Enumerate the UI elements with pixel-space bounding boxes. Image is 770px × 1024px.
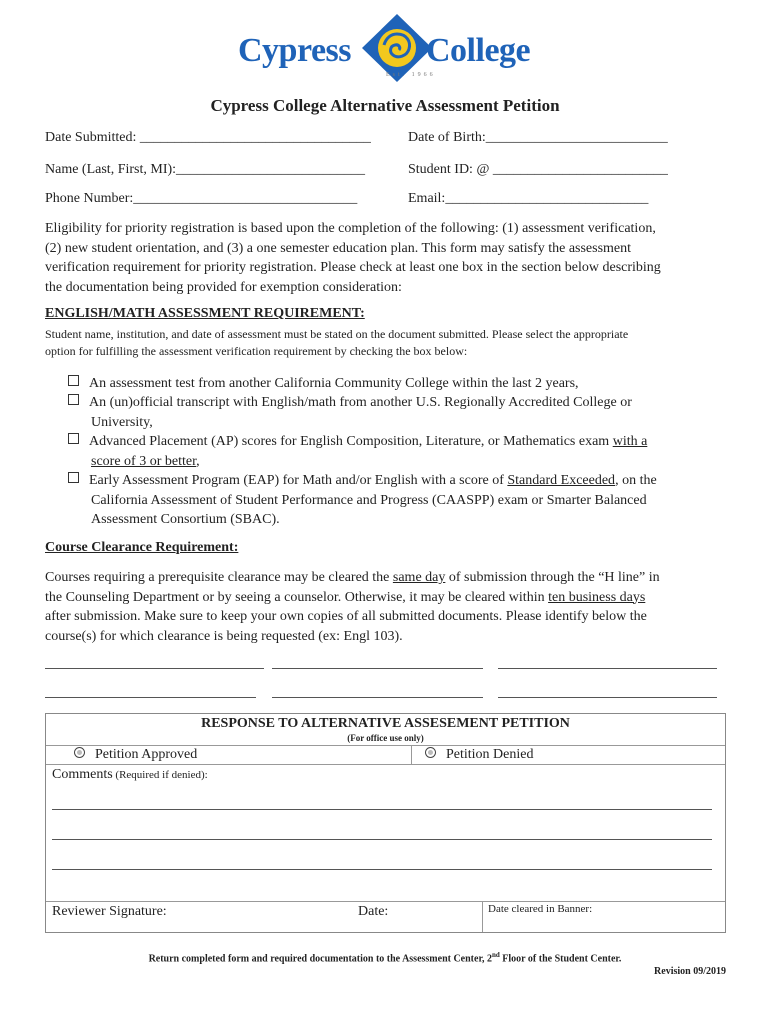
petition-denied-option[interactable] xyxy=(425,747,534,763)
date-label[interactable]: Date: xyxy=(358,904,389,919)
course-blank-line[interactable] xyxy=(45,668,264,669)
clearance-text: Courses requiring a prerequisite clearance may be cleared the xyxy=(45,570,393,585)
course-blank-line[interactable] xyxy=(45,697,256,698)
response-title: RESPONSE TO ALTERNATIVE ASSESEMENT PETITION xyxy=(201,716,570,731)
course-clearance-heading: Course Clearance Requirement: xyxy=(45,540,239,555)
logo-est-text: Est. 1966 xyxy=(386,72,436,78)
option-text-underlined: Standard Exceeded xyxy=(507,473,616,488)
logo-word-college: College xyxy=(426,32,531,69)
response-divider xyxy=(482,901,483,932)
eligibility-line: verification requirement for priority registration. Please check at least one box in the section below describing xyxy=(45,260,661,275)
return-text: Floor of the Student Center. xyxy=(499,953,622,965)
clearance-text: of submission through the “H line” in xyxy=(445,570,660,585)
eligibility-paragraph xyxy=(45,219,735,297)
revision-label: Revision 09/2019 xyxy=(654,966,726,977)
clearance-text-underlined: same day xyxy=(392,570,446,585)
eligibility-line: the documentation being provided for exemption consideration: xyxy=(45,279,402,295)
instruction-line: Student name, institution, and date of assessment must be stated on the document submitted. Please select the appropriate xyxy=(45,327,629,341)
return-superscript: nd xyxy=(491,951,500,959)
option-transcript[interactable] xyxy=(68,393,718,432)
clearance-text: course(s) for which clearance is being requested (ex: Engl 103). xyxy=(45,628,403,644)
course-blank-line[interactable] xyxy=(272,697,483,698)
response-divider xyxy=(46,901,725,902)
english-math-heading: ENGLISH/MATH ASSESSMENT REQUIREMENT: xyxy=(45,306,365,321)
checkbox-icon[interactable] xyxy=(68,394,79,405)
response-divider xyxy=(46,745,725,746)
date-submitted-field[interactable]: Date Submitted: _________________________________ xyxy=(45,130,371,145)
college-logo xyxy=(236,12,532,84)
date-cleared-label[interactable]: Date cleared in Banner: xyxy=(488,903,593,915)
option-ap-scores[interactable] xyxy=(68,432,718,471)
office-response-box xyxy=(45,713,726,933)
clearance-text: after submission. Make sure to keep your own copies of all submitted documents. Please identify below the xyxy=(45,609,647,624)
eligibility-line: Eligibility for priority registration is based upon the completion of the following: (1) assessment verification, xyxy=(45,221,656,236)
comment-line[interactable] xyxy=(52,869,712,870)
option-text-underlined: with a xyxy=(612,434,648,449)
option-text: , on the xyxy=(615,473,657,488)
option-text: Early Assessment Program (EAP) for Math and/or English with a score of xyxy=(89,473,508,488)
instruction-line: option for fulfilling the assessment verification requirement by checking the box below: xyxy=(45,344,468,358)
petition-approved-label: Petition Approved xyxy=(95,747,198,762)
eligibility-line: (2) new student orientation, and (3) a one semester education plan. This form may satisfy the assessment xyxy=(45,240,632,256)
checkbox-icon[interactable] xyxy=(68,375,79,386)
date-of-birth-field[interactable]: Date of Birth:__________________________ xyxy=(408,130,668,145)
comments-label-text: Comments xyxy=(52,767,113,782)
option-eap[interactable] xyxy=(68,471,718,530)
student-id-field[interactable]: Student ID: @ _________________________ xyxy=(408,162,668,177)
phone-field[interactable]: Phone Number:________________________________ xyxy=(45,191,358,206)
course-blank-line[interactable] xyxy=(498,697,717,698)
radio-approved-icon[interactable] xyxy=(74,747,85,758)
petition-denied-label: Petition Denied xyxy=(446,747,534,762)
response-divider xyxy=(46,764,725,765)
english-math-instructions xyxy=(45,326,735,360)
radio-denied-icon[interactable] xyxy=(425,747,436,758)
option-text: Advanced Placement (AP) scores for English Composition, Literature, or Mathematics exam xyxy=(89,434,613,449)
clearance-text: the Counseling Department or by seeing a counselor. Otherwise, it may be cleared within xyxy=(45,589,549,605)
form-title: Cypress College Alternative Assessment Petition xyxy=(210,96,560,115)
response-subtitle: (For office use only) xyxy=(347,733,424,743)
response-divider xyxy=(411,745,412,764)
course-clearance-paragraph xyxy=(45,568,735,646)
checkbox-icon[interactable] xyxy=(68,472,79,483)
reviewer-signature-label[interactable]: Reviewer Signature: xyxy=(52,904,167,919)
option-text: Assessment Consortium (SBAC). xyxy=(91,512,280,527)
comments-note: (Required if denied): xyxy=(112,769,208,781)
email-field[interactable]: Email:_____________________________ xyxy=(408,191,649,206)
option-text: An (un)official transcript with English/math from another U.S. Regionally Accredited College or xyxy=(89,395,632,410)
checkbox-icon[interactable] xyxy=(68,433,79,444)
comments-label xyxy=(52,767,208,783)
course-blank-line[interactable] xyxy=(498,668,717,669)
option-text: An assessment test from another California Community College within the last 2 years, xyxy=(89,376,579,391)
course-blank-line[interactable] xyxy=(272,668,483,669)
return-instructions xyxy=(0,951,770,964)
return-text: Return completed form and required documentation to the Assessment Center, 2 xyxy=(148,953,492,965)
option-text: , xyxy=(196,453,200,469)
option-assessment-test[interactable] xyxy=(68,374,718,394)
logo-word-cypress: Cypress xyxy=(238,32,351,69)
option-text: California Assessment of Student Performance and Progress (CAASPP) exam or Smarter Balanced xyxy=(91,492,647,508)
option-text-underlined: score of 3 or better xyxy=(91,453,197,469)
comment-line[interactable] xyxy=(52,839,712,840)
comment-line[interactable] xyxy=(52,809,712,810)
petition-approved-option[interactable] xyxy=(74,747,197,763)
clearance-text-underlined: ten business days xyxy=(548,589,646,605)
option-text: University, xyxy=(91,414,153,430)
name-field[interactable]: Name (Last, First, MI):___________________________ xyxy=(45,162,366,177)
